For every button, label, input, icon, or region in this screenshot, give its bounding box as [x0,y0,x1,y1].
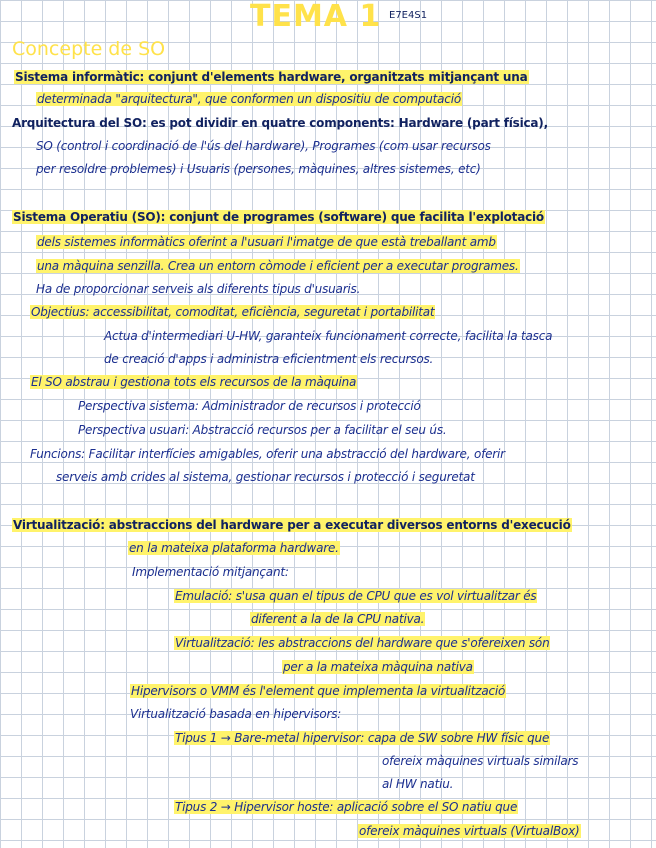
note-line: Implementació mitjançant: [132,565,289,579]
note-line: Virtualització: abstraccions del hardware per a executar diversos entorns d'execució [13,518,571,532]
note-line: Arquitectura del SO: es pot dividir en quatre components: Hardware (part física), [12,116,548,130]
note-line: diferent a la de la CPU nativa. [251,612,425,626]
section-heading: Concepte de SO [12,38,166,60]
note-line: per resoldre problemes) i Usuaris (persones, màquines, altres sistemes, etc) [36,162,481,176]
note-line: Virtualització basada en hipervisors: [130,707,342,721]
note-line: Hipervisors o VMM és l'element que implementa la virtualització [131,684,506,698]
note-line: serveis amb crides al sistema, gestionar recursos i protecció i seguretat [56,470,475,484]
note-line: Tipus 1 → Bare-metal hipervisor: capa de SW sobre HW físic que [175,731,550,745]
page-title: TEMA 1 [250,0,382,34]
note-line: Sistema Operatiu (SO): conjunt de programes (software) que facilita l'explotació [13,210,544,224]
note-line: en la mateixa plataforma hardware. [129,541,339,555]
note-line: Funcions: Facilitar interfícies amigables, oferir una abstracció del hardware, oferir [30,447,505,461]
note-line: Sistema informàtic: conjunt d'elements hardware, organitzats mitjançant una [15,70,528,84]
note-line: El SO abstrau i gestiona tots els recursos de la màquina [31,375,357,389]
note-line: una màquina senzilla. Crea un entorn còmode i eficient per a executar programes. [37,259,519,273]
note-line: dels sistemes informàtics oferint a l'usuari l'imatge de que està treballant amb [37,235,496,249]
note-line: ofereix màquines virtuals (VirtualBox) [359,824,580,838]
note-line: Objectius: accessibilitat, comoditat, eficiència, seguretat i portabilitat [31,305,435,319]
note-line: Emulació: s'usa quan el tipus de CPU que es vol virtualitzar és [175,589,537,603]
note-line: al HW natiu. [382,777,454,791]
note-line: Ha de proporcionar serveis als diferents tipus d'usuaris. [36,282,361,296]
note-line: Perspectiva usuari: Abstracció recursos per a facilitar el seu ús. [78,423,447,437]
note-line: ofereix màquines virtuals similars [382,754,579,768]
note-line: per a la mateixa màquina nativa [283,660,473,674]
note-line: Actua d'intermediari U-HW, garanteix funcionament correcte, facilita la tasca [104,329,553,343]
note-line: SO (control i coordinació de l'ús del hardware), Programes (com usar recursos [36,139,491,153]
note-line: determinada "arquitectura", que conformen un dispositiu de computació [37,92,461,106]
note-line: Virtualització: les abstraccions del hardware que s'ofereixen són [175,636,550,650]
page-stamp: E7E4S1 [389,10,428,21]
note-line: Tipus 2 → Hipervisor hoste: aplicació sobre el SO natiu que [175,800,518,814]
note-line: Perspectiva sistema: Administrador de recursos i protecció [78,399,421,413]
note-line: de creació d'apps i administra eficientment els recursos. [104,352,434,366]
